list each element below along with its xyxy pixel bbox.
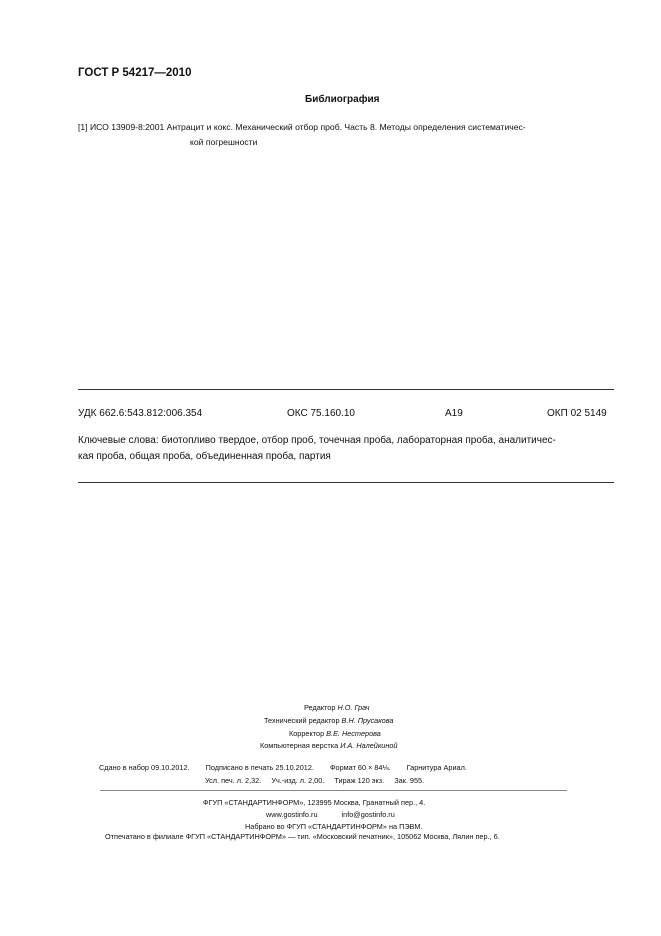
editor-credit [304,703,370,712]
corrector-label: Корректор [289,729,325,738]
divider-bottom [78,482,614,483]
standard-number: ГОСТ Р 54217—2010 [78,67,192,79]
editor-name: Н.О. Грач [337,703,370,712]
print-sheets: Усл. печ. л. 2,32. [205,776,262,785]
divider-imprint [100,790,567,791]
divider-top [78,389,614,390]
corrector-name: В.Е. Нестерова [326,729,381,738]
format: Формат 60 × 84⅛. [329,763,391,772]
publisher-address: ФГУП «СТАНДАРТИНФОРМ», 123995 Москва, Гранатный пер., 4. [203,798,426,807]
tech-editor-name: В.Н. Прусакова [341,716,394,725]
publisher-website: www.gostinfo.ru [266,810,318,819]
bibliography-reference: [1] ИСО 13909-8:2001 Антрацит и кокс. Механический отбор проб. Часть 8. Методы определения систематичес- [78,122,526,132]
corrector-credit [289,729,381,738]
tech-editor-label: Технический редактор [264,716,340,725]
category-code: А19 [445,408,463,419]
typeset-note: Набрано во ФГУП «СТАНДАРТИНФОРМ» на ПЭВМ. [245,822,423,831]
imprint-line-2 [205,776,424,785]
layout-credit [260,741,397,750]
order-number: Зак. 955. [394,776,425,785]
tech-editor-credit [264,716,393,725]
okp-code: ОКП 02 5149 [547,408,607,419]
editor-label: Редактор [304,703,336,712]
bibliography-reference-continuation: кой погрешности [190,137,258,147]
layout-label: Компьютерная верстка [260,741,339,750]
keywords-line-2: кая проба, общая проба, объединенная проба, партия [78,451,331,462]
bibliography-title: Библиография [305,94,380,105]
printed-note: Отпечатано в филиале ФГУП «СТАНДАРТИНФОРМ» — тип. «Московский печатник», 105062 Москва, Лялин пер., 6. [105,832,500,841]
sign-date: Подписано в печать 25.10.2012. [205,763,314,772]
publisher-email: info@gostinfo.ru [341,810,395,819]
print-run: Тираж 120 экз. [334,776,385,785]
typeface: Гарнитура Ариал. [406,763,467,772]
imprint-line-1 [99,763,467,772]
publisher-contacts [266,810,395,819]
layout-name: И.А. Налейкиной [340,741,398,750]
oks-code: ОКС 75.160.10 [287,408,355,419]
set-date: Сдано в набор 09.10.2012. [99,763,190,772]
keywords-line-1: Ключевые слова: биотопливо твердое, отбор проб, точечная проба, лабораторная проба, аналитичес- [78,435,556,446]
udk-code: УДК 662.6:543.812:006.354 [78,408,203,419]
pub-sheets: Уч.-изд. л. 2,00. [271,776,325,785]
